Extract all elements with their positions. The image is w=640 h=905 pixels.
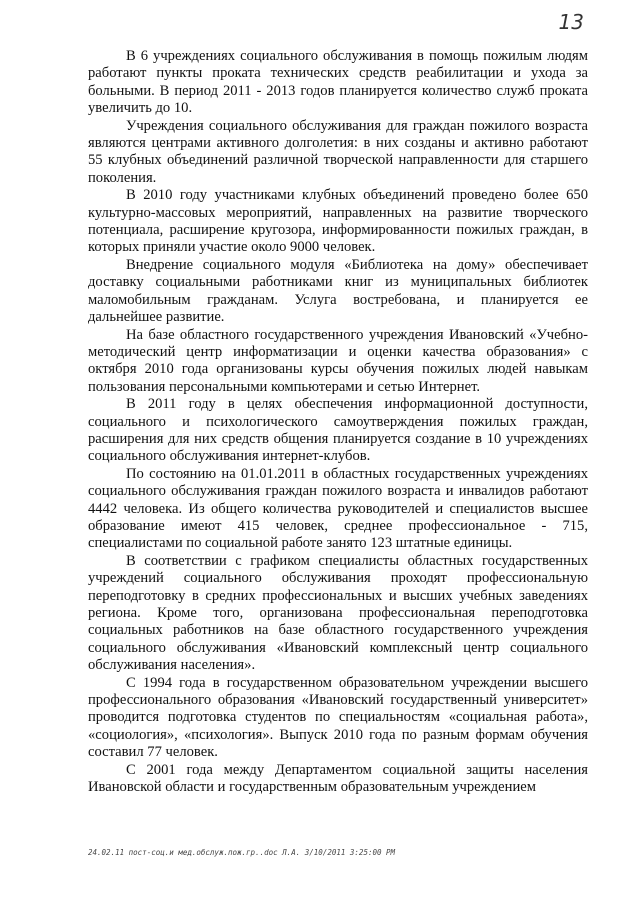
paragraph-service-rental: В 6 учреждениях социального обслуживания в помощь пожилым людям работают пункты проката технических средств реабилитации и ухода за больными. В период 2011 - 2013 годов планируется количество служб проката увеличить до 10. — [88, 48, 588, 117]
page-number: 13 — [558, 10, 584, 34]
paragraph-internet-clubs: В 2011 году в целях обеспечения информационной доступности, социального и психологического самоутверждения пожилых граждан, расширения для них средств общения планируется создание в 10 учреждениях социального обслуживания интернет-клубов. — [88, 396, 588, 465]
paragraph-staff-statistics: По состоянию на 01.01.2011 в областных государственных учреждениях социального обслуживания граждан пожилого возраста и инвалидов работают 4442 человека. Из общего количества руководителей и специалистов высшее образование имеют 415 человек, среднее профессиональное - 715, специалистами по социальной работе занято 123 штатные единицы. — [88, 465, 588, 552]
paragraph-agreement-2001: С 2001 года между Департаментом социальной защиты населения Ивановской области и государственным образовательным учреждением — [88, 761, 588, 796]
paragraph-university-training: С 1994 года в государственном образовательном учреждении высшего профессионального образования «Ивановский государственный университет» проводится подготовка студентов по специальностям «социальная работа», «социология», «психология». Выпуск 2010 года по разным формам обучения составил 77 человек. — [88, 674, 588, 761]
paragraph-active-longevity: Учреждения социального обслуживания для граждан пожилого возраста являются центрами активного долголетия: в них созданы и активно работают 55 клубных объединений различной творческой направленности для старшего поколения. — [88, 117, 588, 186]
paragraph-computer-courses: На базе областного государственного учреждения Ивановский «Учебно-методический центр информатизации и оценки качества образования» с октября 2010 года организованы курсы обучения пожилых людей навыкам пользования персональными компьютерами и сетью Интернет. — [88, 326, 588, 395]
paragraph-retraining: В соответствии с графиком специалисты областных государственных учреждений социального обслуживания проходят профессиональную переподготовку в средних профессиональных и высших учебных заведениях региона. Кроме того, организована профессиональная переподготовка социальных работников на базе областного государственного учреждения социального обслуживания «Ивановский комплексный центр социального обслуживания населения». — [88, 552, 588, 674]
document-body — [88, 48, 588, 796]
paragraph-club-events: В 2010 году участниками клубных объединений проведено более 650 культурно-массовых мероприятий, направленных на развитие творческого потенциала, расширение кругозора, информированности пожилых граждан, в которых приняли участие около 9000 человек. — [88, 187, 588, 256]
paragraph-home-library: Внедрение социального модуля «Библиотека на дому» обеспечивает доставку социальными работниками книг из муниципальных библиотек маломобильным гражданам. Услуга востребована, и планируется ее дальнейшее развитие. — [88, 256, 588, 326]
document-footer: 24.02.11 пост-соц.и мед.обслуж.пож.гр..doc Л.А. 3/10/2011 3:25:00 PM — [88, 848, 396, 857]
